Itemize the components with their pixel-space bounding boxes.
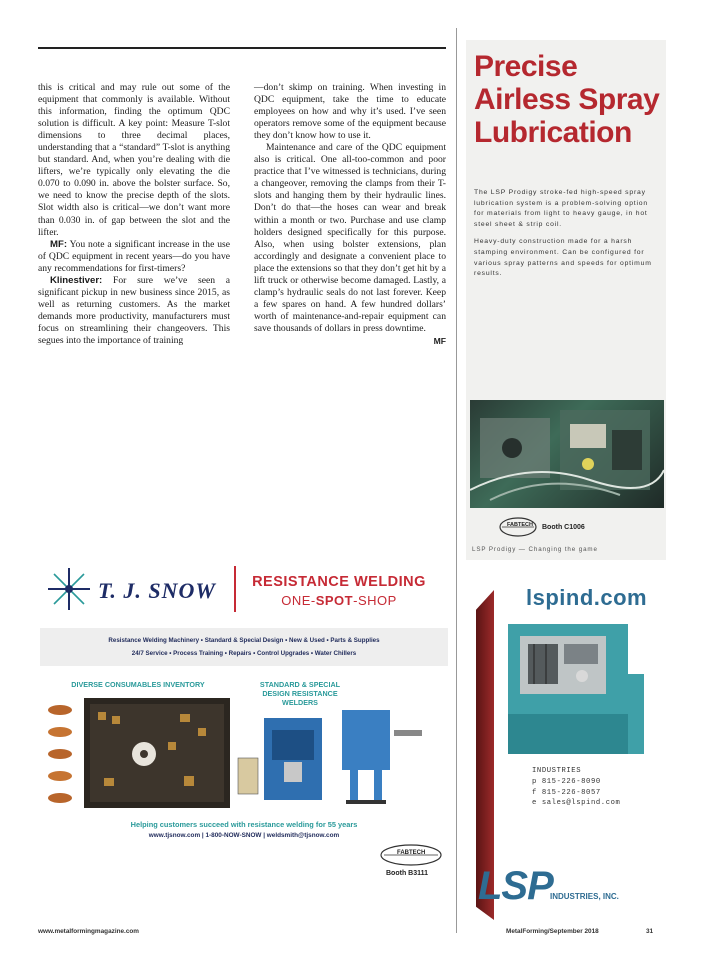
lubrication-equipment-photo — [470, 400, 664, 508]
fabtech-wordmark: FABTECH — [507, 522, 533, 528]
consumable-parts-column — [40, 698, 80, 808]
headline-part: ONE- — [281, 593, 316, 608]
lubricator-machine-illustration — [500, 614, 650, 762]
footer-issue: MetalForming/September 2018 — [506, 928, 599, 935]
lsp-contact-block — [532, 766, 652, 809]
tjsnow-contact[interactable]: www.tjsnow.com | 1-800-NOW-SNOW | weldsmith@tjsnow.com — [148, 832, 340, 839]
speaker-label: MF: — [50, 238, 68, 250]
tjsnow-snowflake-icon — [46, 566, 92, 612]
ad-headline — [474, 50, 666, 149]
ad-paragraph: Heavy-duty construction made for a harsh stamping environment. Can be configured for various spray patterns and speeds for optimum results. — [474, 238, 652, 278]
inventory-illustration — [84, 698, 230, 808]
article-paragraph: —don’t skimp on training. When investing in QDC equipment, take the time to educate employees on how and why it’s used. I’ve seen operators remove some of the equipment because they don’t know how to use it. — [254, 82, 446, 142]
headline-line: Airless Spray — [474, 83, 660, 116]
booth-number: Booth C1006 — [542, 524, 585, 531]
tjsnow-headline: RESISTANCE WELDING — [252, 574, 426, 590]
headline-line: Precise — [474, 50, 578, 83]
lsp-website[interactable]: lspind.com — [526, 585, 648, 610]
paragraph-text: Maintenance and care of the QDC equipment also is critical. One all-too-common and poor practice that I’ve witnessed is technicians, during a changeover, removing the clamps from their T-slots and hanging them by their hydraulic lines. Don’t do that—the hoses can wear and break within a month or two. Purchase and use clamp holders designed specifically for this purpose. Also, when using bolster extensions, plan accordingly and designate a convenient place to place the extensions so that they don’t get hit by a lift truck or otherwise become damaged. Lastly, a clamp’s hydraulic seals do not last forever. Keep a few spares on hand. A few hundred dollars’ worth of maintenance-and-repair equipment can save thousands of dollars in press downtime. — [254, 142, 446, 334]
article-paragraph: this is critical and may rule out some of the equipment that commonly is available. Without this information, finding the optimum QDC solution is difficult. A key point: Measure T-slot dimensions to three decimal places, understanding that a “standard” T-slot is anything but standard. And, when you’re dealing with die lifters, we’re typically only elevating the die 0.070 to 0.090 in. above the bolster surface. So, we need to know the precise depth of the slots. Slot width also is critical—we don’t want more than 0.030 in. of gap between the slot and the lifter. — [38, 82, 230, 238]
machine-illustration — [470, 400, 664, 508]
welders-illustration — [234, 700, 434, 810]
phone-number: p 815-226-8090 — [532, 777, 601, 786]
lsp-machine-photo — [500, 614, 650, 762]
top-rule — [38, 47, 446, 49]
welders-heading: STANDARD & SPECIAL DESIGN RESISTANCE WELDERS — [259, 680, 341, 707]
tjsnow-divider — [234, 566, 236, 612]
lsp-logo-letters: LSP — [478, 864, 553, 908]
lsp-logo — [478, 864, 658, 914]
ad-body-copy — [474, 188, 660, 287]
consumables-heading: DIVERSE CONSUMABLES INVENTORY — [71, 680, 205, 689]
headline-line: Lubrication — [474, 116, 632, 149]
paragraph-text: For sure we’ve seen a significant pickup in new business since 2015, as well as returning customers. As the market demands more productivity, manufacturers must focus on streamlining their changeovers. This segues into the importance of training — [38, 274, 230, 346]
end-mark: MF — [433, 335, 446, 346]
article-column-1 — [38, 82, 230, 347]
tjsnow-subheadline — [244, 593, 434, 608]
footer-website: www.metalformingmagazine.com — [38, 928, 139, 935]
services-line: 24/7 Service • Process Training • Repairs • Control Upgrades • Water Chillers — [131, 650, 357, 657]
article-column-2 — [254, 82, 446, 347]
article-paragraph — [254, 142, 446, 346]
ad-tagline: LSP Prodigy — Changing the game — [472, 546, 598, 553]
paragraph-text: You note a significant increase in the use of QDC equipment in recent years—do you have any recommendations for first-timers? — [38, 238, 230, 274]
speaker-label: Klinestiver: — [50, 274, 103, 286]
ad-paragraph: The LSP Prodigy stroke-fed high-speed spray lubrication system is a problem-solving option for materials from light to heavy gauge, in hot steel sheet & strip coil. — [474, 189, 648, 228]
headline-part: -SHOP — [353, 593, 397, 608]
article-paragraph — [38, 275, 230, 347]
consumables-inventory-photo — [84, 698, 230, 808]
article-paragraph — [38, 239, 230, 275]
services-line: Resistance Welding Machinery • Standard & Special Design • New & Used • Parts & Supplies — [108, 637, 380, 644]
lsp-logo-subtitle: INDUSTRIES, INC. — [550, 892, 619, 901]
tjsnow-wordmark: T. J. SNOW — [98, 578, 216, 603]
resistance-welders-photo — [234, 700, 434, 810]
fabtech-wordmark: FABTECH — [397, 850, 426, 856]
snowflake-icon — [46, 566, 92, 612]
column-divider — [456, 28, 457, 933]
tjsnow-services-bar — [40, 628, 448, 666]
page-number: 31 — [646, 928, 654, 935]
tjsnow-booth-badge — [376, 842, 446, 880]
headline-part-bold: SPOT — [315, 593, 354, 608]
fax-number: f 815-226-8057 — [532, 788, 601, 797]
email-address[interactable]: e sales@lspind.com — [532, 799, 621, 808]
fabtech-booth-badge — [498, 516, 638, 538]
electrode-tips-icon — [40, 698, 80, 808]
booth-number: Booth B3111 — [386, 870, 429, 877]
contact-line: INDUSTRIES — [532, 767, 582, 775]
tjsnow-tagline: Helping customers succeed with resistance welding for 55 years — [130, 820, 358, 829]
